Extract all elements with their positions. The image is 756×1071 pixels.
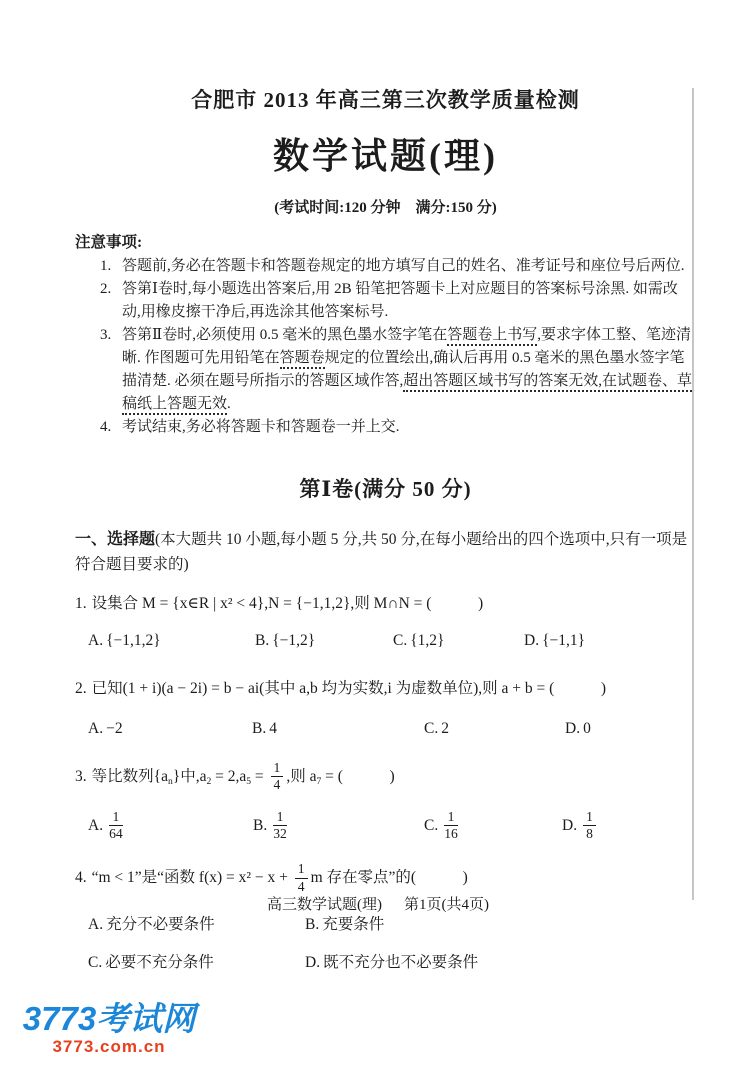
fraction-numerator: 1 — [273, 810, 287, 826]
notice-item-number: 4. — [100, 419, 112, 435]
option-text: 4 — [269, 720, 277, 738]
option-a — [88, 810, 253, 842]
option-text: {−1,1,2} — [106, 632, 161, 650]
fraction-denominator: 32 — [273, 825, 287, 841]
question-text-segment: 等比数列{a — [91, 768, 168, 786]
fraction-numerator: 1 — [109, 810, 123, 826]
question-text-segment: = — [251, 768, 268, 786]
notice-item-text-segment: 规定的位置绘出,确认后再用 0.5 毫米的黑色墨水签字笔描清楚. 必须在题号所指示的答题区域作答, — [122, 350, 685, 389]
option-label: A. — [88, 915, 104, 933]
option-c — [424, 720, 565, 738]
option-text: {−1,2} — [272, 632, 316, 650]
question-number: 2. — [75, 680, 87, 698]
option-label: B. — [252, 720, 267, 738]
notice-item-text-segment: . — [227, 396, 231, 412]
fraction-denominator: 16 — [444, 825, 458, 841]
question-2 — [75, 677, 696, 738]
watermark-logo — [14, 1002, 204, 1057]
fraction-numerator: 1 — [295, 862, 308, 878]
question-4-options — [75, 912, 696, 972]
question-text — [91, 861, 468, 894]
question-text-segment: = 2,a — [211, 768, 247, 786]
option-text: −2 — [106, 720, 123, 738]
option-a — [88, 632, 255, 650]
option-text: 充分不必要条件 — [106, 915, 215, 933]
emphasized-text: 答题卷上书写 — [447, 327, 537, 346]
question-4 — [75, 862, 696, 972]
question-3 — [75, 761, 696, 841]
watermark-site-url: 3773.com.cn — [52, 1037, 166, 1056]
fraction — [109, 810, 123, 842]
option-d — [565, 720, 696, 738]
question-1 — [75, 592, 696, 650]
option-label: D. — [305, 953, 321, 971]
question-text-segment: “m < 1”是“函数 f(x) = x² − x + — [91, 869, 292, 887]
notice-item-2 — [75, 278, 696, 324]
option-label: B. — [253, 816, 268, 834]
notice-item-text — [122, 327, 692, 415]
section-label: 一、选择题 — [75, 531, 156, 548]
question-stem — [75, 862, 696, 894]
subject-title: 数学试题(理) — [273, 136, 498, 176]
fraction-denominator: 64 — [109, 825, 123, 841]
fraction — [583, 810, 596, 842]
option-text: 充要条件 — [322, 915, 385, 933]
question-text-segment: }中,a — [172, 768, 207, 786]
option-label: C. — [88, 953, 103, 971]
notice-item-3 — [75, 324, 696, 416]
option-b — [255, 632, 393, 650]
question-2-options — [75, 720, 696, 738]
question-1-options — [75, 632, 696, 650]
fraction-denominator: 8 — [586, 825, 593, 841]
option-d — [562, 810, 696, 842]
option-b — [252, 720, 424, 738]
option-text: 0 — [583, 720, 591, 738]
notice-section — [75, 230, 696, 439]
question-text-segment: m 存在零点”的( ) — [310, 869, 468, 887]
paper-header — [75, 84, 696, 217]
option-text: {1,2} — [410, 632, 445, 650]
footer-page-number: 第1页(共4页) — [404, 897, 489, 913]
option-text: 既不充分也不必要条件 — [323, 953, 479, 971]
notice-list — [75, 255, 696, 439]
fraction — [295, 862, 308, 894]
notice-item-number: 3. — [100, 327, 112, 343]
option-d — [524, 632, 696, 650]
question-text-segment: = ( ) — [321, 768, 395, 786]
option-text: 2 — [441, 720, 449, 738]
option-text: {−1,1} — [542, 632, 586, 650]
option-label: A. — [88, 720, 104, 738]
question-text: 已知(1 + i)(a − 2i) = b − ai(其中 a,b 均为实数,i 为虚数单位),则 a + b = ( ) — [91, 680, 606, 698]
part1-title: 第Ⅰ卷(满分 50 分) — [299, 477, 472, 501]
notice-item-4 — [75, 416, 696, 439]
notice-item-text-segment: 答第Ⅱ卷时,必须使用 0.5 毫米的黑色墨水签字笔在 — [122, 327, 448, 343]
option-label: A. — [88, 632, 104, 650]
option-b — [305, 912, 696, 934]
fraction — [271, 761, 284, 793]
exam-info: (考试时间:120 分钟 满分:150 分) — [274, 200, 497, 216]
fraction-denominator: 4 — [273, 777, 281, 793]
fraction-numerator: 1 — [583, 810, 596, 826]
notice-item-number: 2. — [100, 281, 112, 297]
subscript: n — [167, 776, 173, 788]
option-label: B. — [255, 632, 270, 650]
emphasized-text: 超出答题区域书写的答案无效,在试题卷、草稿纸上答题无效 — [122, 373, 692, 415]
question-stem — [75, 761, 696, 793]
option-text: 必要不充分条件 — [105, 953, 214, 971]
notice-item-text: 答题前,务必在答题卡和答题卷规定的地方填写自己的姓名、准考证号和座位号后两位. — [122, 258, 685, 274]
notice-heading: 注意事项: — [75, 234, 143, 251]
scan-artifact-line — [692, 88, 694, 900]
fraction-numerator: 1 — [271, 761, 284, 777]
subscript: 7 — [316, 776, 322, 788]
option-label: D. — [524, 632, 540, 650]
option-label: D. — [565, 720, 581, 738]
question-text-segment: ,则 a — [286, 768, 317, 786]
question-3-options — [75, 810, 696, 842]
notice-item-number: 1. — [100, 258, 112, 274]
watermark-site-name: 3773考试网 — [22, 1000, 196, 1037]
option-label: C. — [424, 720, 439, 738]
exam-title: 合肥市 2013 年高三第三次教学质量检测 — [191, 88, 580, 112]
option-label: A. — [88, 816, 104, 834]
question-number: 1. — [75, 595, 87, 612]
subscript: 5 — [246, 776, 252, 788]
question-stem — [75, 592, 696, 616]
option-c — [393, 632, 524, 650]
question-number: 3. — [75, 768, 87, 786]
option-label: C. — [424, 816, 439, 834]
section-description: (本大题共 10 小题,每小题 5 分,共 50 分,在每小题给出的四个选项中,只有一项是符合题目要求的) — [75, 531, 688, 573]
option-label: B. — [305, 915, 320, 933]
footer-doc-label: 高三数学试题(理) — [267, 897, 382, 913]
fraction-numerator: 1 — [444, 810, 458, 826]
page-footer — [0, 893, 756, 914]
question-stem — [75, 677, 696, 701]
subscript: 2 — [206, 776, 212, 788]
option-c — [424, 810, 562, 842]
fraction-denominator: 4 — [297, 878, 305, 894]
notice-item-text: 考试结束,务必将答题卡和答题卷一并上交. — [122, 419, 400, 435]
option-a — [88, 720, 252, 738]
notice-item-1 — [75, 255, 696, 278]
option-label: C. — [393, 632, 408, 650]
emphasized-text: 答题卷 — [280, 350, 325, 369]
question-text: 设集合 M = {x∈R | x² < 4},N = {−1,1,2},则 M∩N = ( ) — [91, 595, 484, 612]
question-number: 4. — [75, 869, 87, 887]
option-label: D. — [562, 816, 578, 834]
multiple-choice-heading — [75, 527, 696, 577]
notice-item-text-segment: ,要求字体工整、笔迹清晰. 作图题可先用铅笔在 — [122, 327, 691, 366]
question-text — [91, 760, 395, 793]
fraction — [444, 810, 458, 842]
option-b — [253, 810, 424, 842]
option-d — [305, 950, 696, 972]
option-c — [88, 950, 305, 972]
notice-item-text: 答第Ⅰ卷时,每小题选出答案后,用 2B 铅笔把答题卡上对应题目的答案标号涂黑. 如需改动,用橡皮擦干净后,再选涂其他答案标号. — [122, 281, 678, 320]
fraction — [273, 810, 287, 842]
option-a — [88, 912, 305, 934]
